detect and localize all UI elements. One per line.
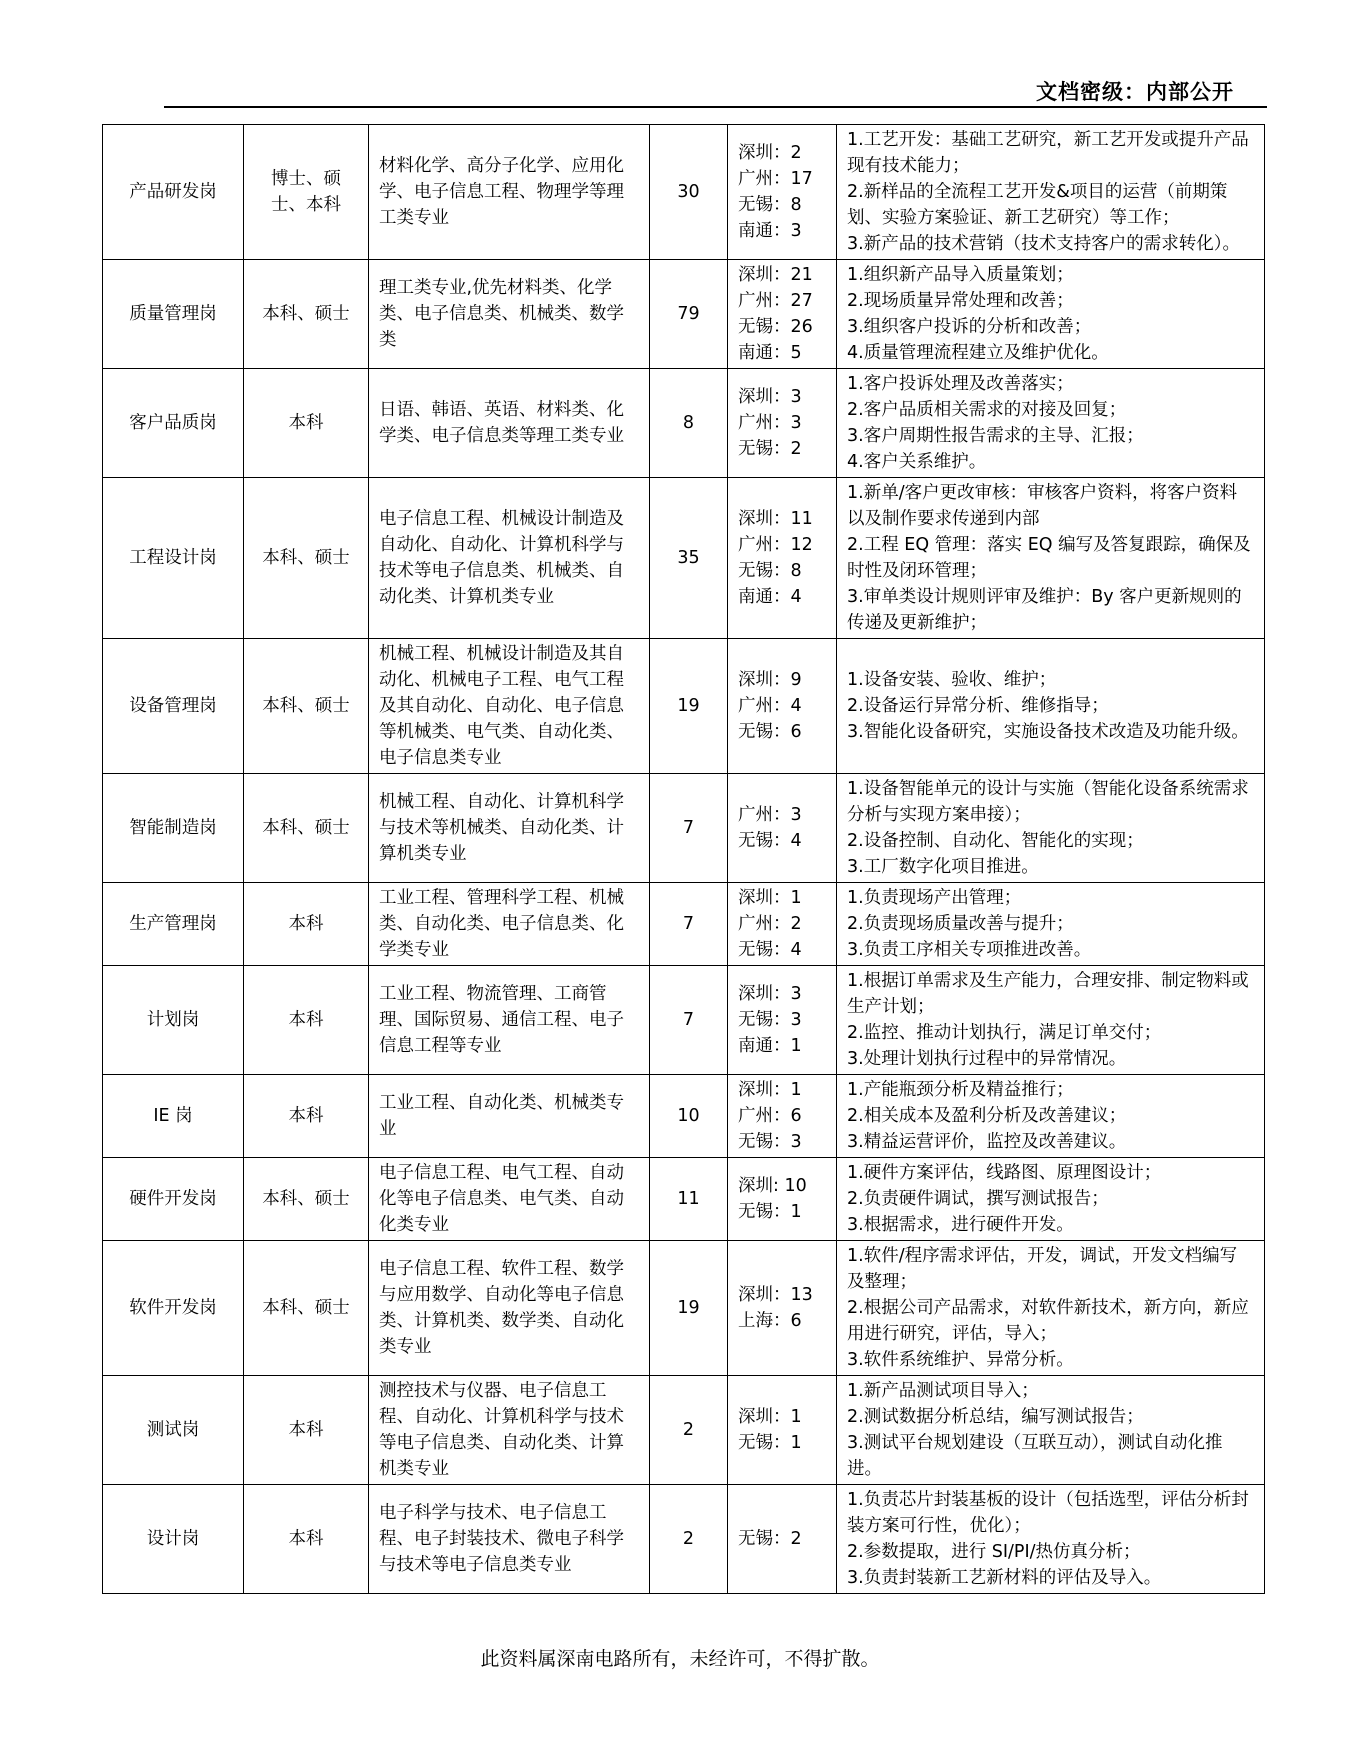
education-cell: 本科、硕士 [244,1158,369,1241]
location-entry: 广州：3 [738,413,802,433]
duty-item: 1.组织新产品导入质量策划； [847,265,1074,285]
major-cell: 机械工程、自动化、计算机科学与技术等机械类、自动化类、计算机类专业 [369,774,650,883]
duty-item: 2.测试数据分析总结，编写测试报告； [847,1407,1144,1427]
education-cell: 本科 [244,1376,369,1485]
location-entry: 深圳：3 [738,984,802,1004]
position-name-cell: 质量管理岗 [103,260,244,369]
location-entry: 广州：12 [738,535,813,555]
headcount-cell: 7 [650,883,728,966]
duties-cell [837,639,1265,774]
duties-cell [837,125,1265,260]
location-cell [728,1158,837,1241]
duties-cell [837,1376,1265,1485]
duty-item: 3.智能化设备研究，实施设备技术改造及功能升级。 [847,722,1249,742]
duties-cell [837,1075,1265,1158]
duties-cell [837,1485,1265,1594]
location-entry: 无锡：26 [738,317,813,337]
location-entry: 无锡：4 [738,831,802,851]
duties-cell [837,369,1265,478]
location-cell [728,1075,837,1158]
location-entry: 广州：27 [738,291,813,311]
location-entry: 深圳：2 [738,143,802,163]
position-name-cell: 设备管理岗 [103,639,244,774]
location-entry: 广州：17 [738,169,813,189]
position-name-cell: IE 岗 [103,1075,244,1158]
location-entry: 广州：2 [738,914,802,934]
table-row [103,1075,1265,1158]
footer-note: 此资料属深南电路所有，未经许可，不得扩散。 [480,1648,880,1670]
position-name-cell: 测试岗 [103,1376,244,1485]
duty-item: 2.相关成本及盈利分析及改善建议； [847,1106,1127,1126]
location-entry: 上海：6 [738,1311,802,1331]
location-cell [728,883,837,966]
education-cell: 本科 [244,369,369,478]
major-cell: 机械工程、机械设计制造及其自动化、机械电子工程、电气工程及其自动化、自动化、电子信息等机械类、电气类、自动化类、电子信息类专业 [369,639,650,774]
headcount-cell: 30 [650,125,728,260]
position-name-cell: 计划岗 [103,966,244,1075]
location-cell [728,1485,837,1594]
position-name-cell: 设计岗 [103,1485,244,1594]
duty-item: 2.负责硬件调试，撰写测试报告； [847,1189,1109,1209]
location-entry: 无锡：2 [738,1529,802,1549]
table-row [103,1241,1265,1376]
major-cell: 材料化学、高分子化学、应用化学、电子信息工程、物理学等理工类专业 [369,125,650,260]
positions-table [102,124,1265,1594]
duty-item: 1.工艺开发：基础工艺研究，新工艺开发或提升产品现有技术能力； [847,130,1249,176]
duty-item: 1.设备智能单元的设计与实施（智能化设备系统需求分析与实现方案串接）； [847,779,1249,825]
duty-item: 3.精益运营评价，监控及改善建议。 [847,1132,1127,1152]
duty-item: 2.工程 EQ 管理：落实 EQ 编写及答复跟踪，确保及时性及闭环管理； [847,535,1251,581]
duty-item: 3.处理计划执行过程中的异常情况。 [847,1049,1127,1069]
positions-table-body [103,125,1265,1594]
location-entry: 南通：3 [738,221,802,241]
major-cell: 电子信息工程、软件工程、数学与应用数学、自动化等电子信息类、计算机类、数学类、自动化类专业 [369,1241,650,1376]
position-name-cell: 生产管理岗 [103,883,244,966]
position-name-cell: 软件开发岗 [103,1241,244,1376]
headcount-cell: 10 [650,1075,728,1158]
duties-cell [837,1158,1265,1241]
location-cell [728,774,837,883]
table-row [103,639,1265,774]
duty-item: 1.新单/客户更改审核：审核客户资料，将客户资料以及制作要求传递到内部 [847,483,1238,529]
major-cell: 电子信息工程、电气工程、自动化等电子信息类、电气类、自动化类专业 [369,1158,650,1241]
duty-item: 3.新产品的技术营销（技术支持客户的需求转化）。 [847,234,1240,254]
location-cell [728,1376,837,1485]
duty-item: 2.参数提取，进行 SI/PI/热仿真分析； [847,1542,1141,1562]
duties-cell [837,966,1265,1075]
position-name-cell: 硬件开发岗 [103,1158,244,1241]
major-cell: 电子信息工程、机械设计制造及自动化、自动化、计算机科学与技术等电子信息类、机械类、自动化类、计算机类专业 [369,478,650,639]
location-entry: 无锡：1 [738,1433,802,1453]
education-cell: 本科 [244,1075,369,1158]
headcount-cell: 2 [650,1485,728,1594]
major-cell: 电子科学与技术、电子信息工程、电子封装技术、微电子科学与技术等电子信息类专业 [369,1485,650,1594]
duty-item: 4.客户关系维护。 [847,452,987,472]
education-cell: 博士、硕士、本科 [244,125,369,260]
major-cell: 工业工程、自动化类、机械类专业 [369,1075,650,1158]
location-entry: 无锡：4 [738,940,802,960]
duty-item: 2.现场质量异常处理和改善； [847,291,1074,311]
duties-cell [837,478,1265,639]
table-row [103,1485,1265,1594]
location-entry: 无锡：1 [738,1202,802,1222]
location-entry: 无锡：8 [738,195,802,215]
education-cell: 本科 [244,1485,369,1594]
location-entry: 南通：4 [738,587,802,607]
education-cell: 本科、硕士 [244,1241,369,1376]
duty-item: 2.客户品质相关需求的对接及回复； [847,400,1127,420]
location-entry: 广州：3 [738,805,802,825]
table-row [103,260,1265,369]
location-entry: 广州：6 [738,1106,802,1126]
headcount-cell: 35 [650,478,728,639]
location-entry: 深圳：1 [738,888,802,908]
duty-item: 2.监控、推动计划执行，满足订单交付； [847,1023,1162,1043]
duty-item: 3.根据需求，进行硬件开发。 [847,1215,1074,1235]
duties-cell [837,774,1265,883]
duty-item: 1.产能瓶颈分析及精益推行； [847,1080,1074,1100]
location-entry: 广州：4 [738,696,802,716]
headcount-cell: 79 [650,260,728,369]
table-row [103,1376,1265,1485]
headcount-cell: 19 [650,639,728,774]
location-entry: 无锡：3 [738,1132,802,1152]
education-cell: 本科、硕士 [244,478,369,639]
education-cell: 本科、硕士 [244,260,369,369]
location-entry: 无锡：2 [738,439,802,459]
duties-cell [837,260,1265,369]
location-entry: 无锡：6 [738,722,802,742]
location-entry: 深圳：11 [738,509,813,529]
location-entry: 深圳：9 [738,670,802,690]
duty-item: 1.设备安装、验收、维护； [847,670,1057,690]
duty-item: 3.审单类设计规则评审及维护：By 客户更新规则的传递及更新维护； [847,587,1242,633]
duty-item: 1.根据订单需求及生产能力，合理安排、制定物料或生产计划； [847,971,1249,1017]
position-name-cell: 客户品质岗 [103,369,244,478]
position-name-cell: 智能制造岗 [103,774,244,883]
table-row [103,369,1265,478]
table-row [103,966,1265,1075]
headcount-cell: 7 [650,966,728,1075]
table-row [103,883,1265,966]
duties-cell [837,883,1265,966]
duty-item: 3.负责封装新工艺新材料的评估及导入。 [847,1568,1162,1588]
duties-cell [837,1241,1265,1376]
location-cell [728,369,837,478]
location-entry: 南通：5 [738,343,802,363]
duty-item: 2.负责现场质量改善与提升； [847,914,1074,934]
location-entry: 无锡：3 [738,1010,802,1030]
duty-item: 3.软件系统维护、异常分析。 [847,1350,1074,1370]
headcount-cell: 19 [650,1241,728,1376]
location-entry: 深圳: 10 [738,1176,807,1196]
document-classification: 文档密级：内部公开 [1036,80,1234,104]
table-row [103,1158,1265,1241]
location-entry: 深圳：21 [738,265,813,285]
location-cell [728,260,837,369]
major-cell: 测控技术与仪器、电子信息工程、自动化、计算机科学与技术等电子信息类、自动化类、计算机类专业 [369,1376,650,1485]
headcount-cell: 7 [650,774,728,883]
location-entry: 南通：1 [738,1036,802,1056]
duty-item: 3.客户周期性报告需求的主导、汇报； [847,426,1144,446]
duty-item: 3.工厂数字化项目推进。 [847,857,1039,877]
duty-item: 3.负责工序相关专项推进改善。 [847,940,1092,960]
duty-item: 1.硬件方案评估，线路图、原理图设计； [847,1163,1162,1183]
duty-item: 2.新样品的全流程工艺开发&项目的运营（前期策划、实验方案验证、新工艺研究）等工作； [847,182,1228,228]
location-entry: 深圳：1 [738,1080,802,1100]
duty-item: 3.组织客户投诉的分析和改善； [847,317,1092,337]
duty-item: 1.新产品测试项目导入； [847,1381,1039,1401]
duty-item: 1.负责芯片封装基板的设计（包括选型，评估分析封装方案可行性，优化）； [847,1490,1249,1536]
table-row [103,478,1265,639]
location-cell [728,639,837,774]
table-row [103,125,1265,260]
education-cell: 本科、硕士 [244,639,369,774]
duty-item: 1.客户投诉处理及改善落实； [847,374,1074,394]
major-cell: 日语、韩语、英语、材料类、化学类、电子信息类等理工类专业 [369,369,650,478]
location-cell [728,1241,837,1376]
education-cell: 本科 [244,966,369,1075]
headcount-cell: 8 [650,369,728,478]
location-entry: 深圳：13 [738,1285,813,1305]
location-cell [728,125,837,260]
headcount-cell: 2 [650,1376,728,1485]
table-row [103,774,1265,883]
headcount-cell: 11 [650,1158,728,1241]
major-cell: 工业工程、物流管理、工商管理、国际贸易、通信工程、电子信息工程等专业 [369,966,650,1075]
location-cell [728,966,837,1075]
duty-item: 3.测试平台规划建设（互联互动），测试自动化推进。 [847,1433,1223,1479]
location-cell [728,478,837,639]
position-name-cell: 工程设计岗 [103,478,244,639]
duty-item: 4.质量管理流程建立及维护优化。 [847,343,1109,363]
duty-item: 2.根据公司产品需求，对软件新技术，新方向，新应用进行研究，评估，导入； [847,1298,1249,1344]
header-rule [164,106,1267,108]
education-cell: 本科、硕士 [244,774,369,883]
duty-item: 1.软件/程序需求评估，开发，调试，开发文档编写及整理； [847,1246,1238,1292]
major-cell: 工业工程、管理科学工程、机械类、自动化类、电子信息类、化学类专业 [369,883,650,966]
duty-item: 2.设备运行异常分析、维修指导； [847,696,1109,716]
location-entry: 深圳：3 [738,387,802,407]
location-entry: 深圳：1 [738,1407,802,1427]
position-name-cell: 产品研发岗 [103,125,244,260]
location-entry: 无锡：8 [738,561,802,581]
education-cell: 本科 [244,883,369,966]
major-cell: 理工类专业,优先材料类、化学类、电子信息类、机械类、数学类 [369,260,650,369]
duty-item: 1.负责现场产出管理； [847,888,1022,908]
duty-item: 2.设备控制、自动化、智能化的实现； [847,831,1144,851]
